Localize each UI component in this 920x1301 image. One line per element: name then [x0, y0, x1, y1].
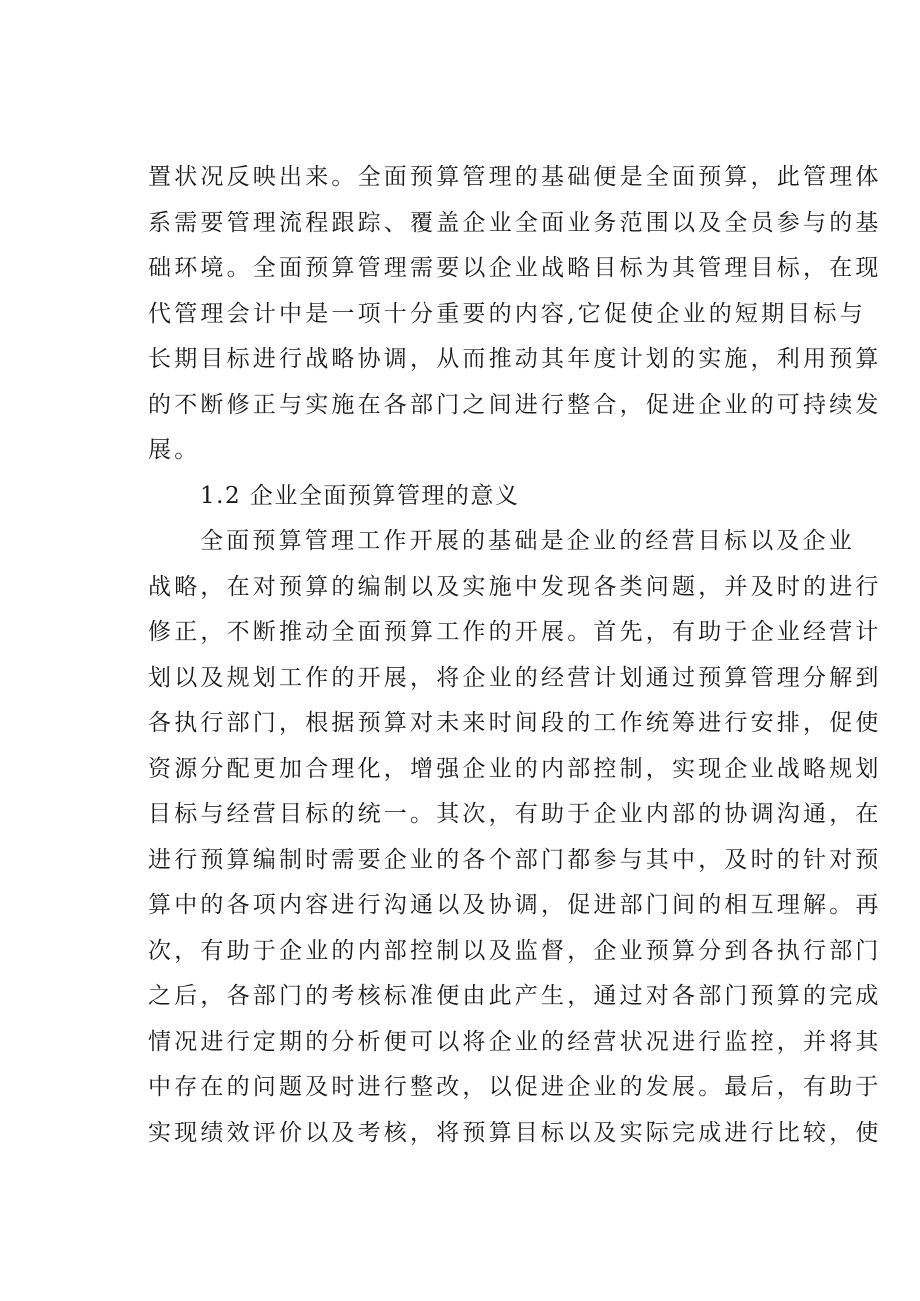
paragraph	[148, 155, 882, 474]
section-heading: 1.2 企业全面预算管理的意义	[200, 482, 520, 509]
text-line: 目标与经营目标的统一。其次，有助于企业内部的协调沟通，在	[148, 801, 882, 827]
text-line: 资源分配更加合理化，增强企业的内部控制，实现企业战略规划	[148, 755, 882, 782]
text-line: 实现绩效评价以及考核，将预算目标以及实际完成进行比较，使	[148, 1119, 882, 1146]
text-line: 长期目标进行战略协调，从而推动其年度计划的实施，利用预算	[148, 346, 882, 372]
text-line: 础环境。全面预算管理需要以企业战略目标为其管理目标，在现	[148, 255, 882, 281]
text-line: 划以及规划工作的开展，将企业的经营计划通过预算管理分解到	[148, 664, 882, 691]
text-line: 各执行部门，根据预算对未来时间段的工作统筹进行安排，促使	[148, 710, 882, 736]
text-line: 置状况反映出来。全面预算管理的基础便是全面预算，此管理体	[148, 164, 882, 190]
text-line: 算中的各项内容进行沟通以及协调，促进部门间的相互理解。再	[148, 892, 882, 918]
text-line: 次，有助于企业的内部控制以及监督，企业预算分到各执行部门	[148, 937, 882, 964]
text-line: 之后，各部门的考核标准便由此产生，通过对各部门预算的完成	[148, 983, 882, 1009]
text-line: 展。	[148, 437, 201, 463]
text-line: 战略，在对预算的编制以及实施中发现各类问题，并及时的进行	[148, 573, 882, 600]
paragraph	[148, 519, 882, 1156]
text-line: 进行预算编制时需要企业的各个部门都参与其中，及时的针对预	[148, 846, 882, 873]
text-line: 情况进行定期的分析便可以将企业的经营状况进行监控，并将其	[148, 1028, 882, 1055]
body-text	[148, 155, 882, 1156]
text-line: 代管理会计中是一项十分重要的内容,它促使企业的短期目标与	[148, 300, 866, 327]
text-line: 系需要管理流程跟踪、覆盖企业全面业务范围以及全员参与的基	[148, 209, 882, 236]
text-line: 修正，不断推动全面预算工作的开展。首先，有助于企业经营计	[148, 619, 882, 645]
text-line: 全面预算管理工作开展的基础是企业的经营目标以及企业	[200, 528, 855, 554]
text-line: 中存在的问题及时进行整改，以促进企业的发展。最后，有助于	[148, 1074, 882, 1100]
text-line: 的不断修正与实施在各部门之间进行整合，促进企业的可持续发	[148, 391, 882, 418]
